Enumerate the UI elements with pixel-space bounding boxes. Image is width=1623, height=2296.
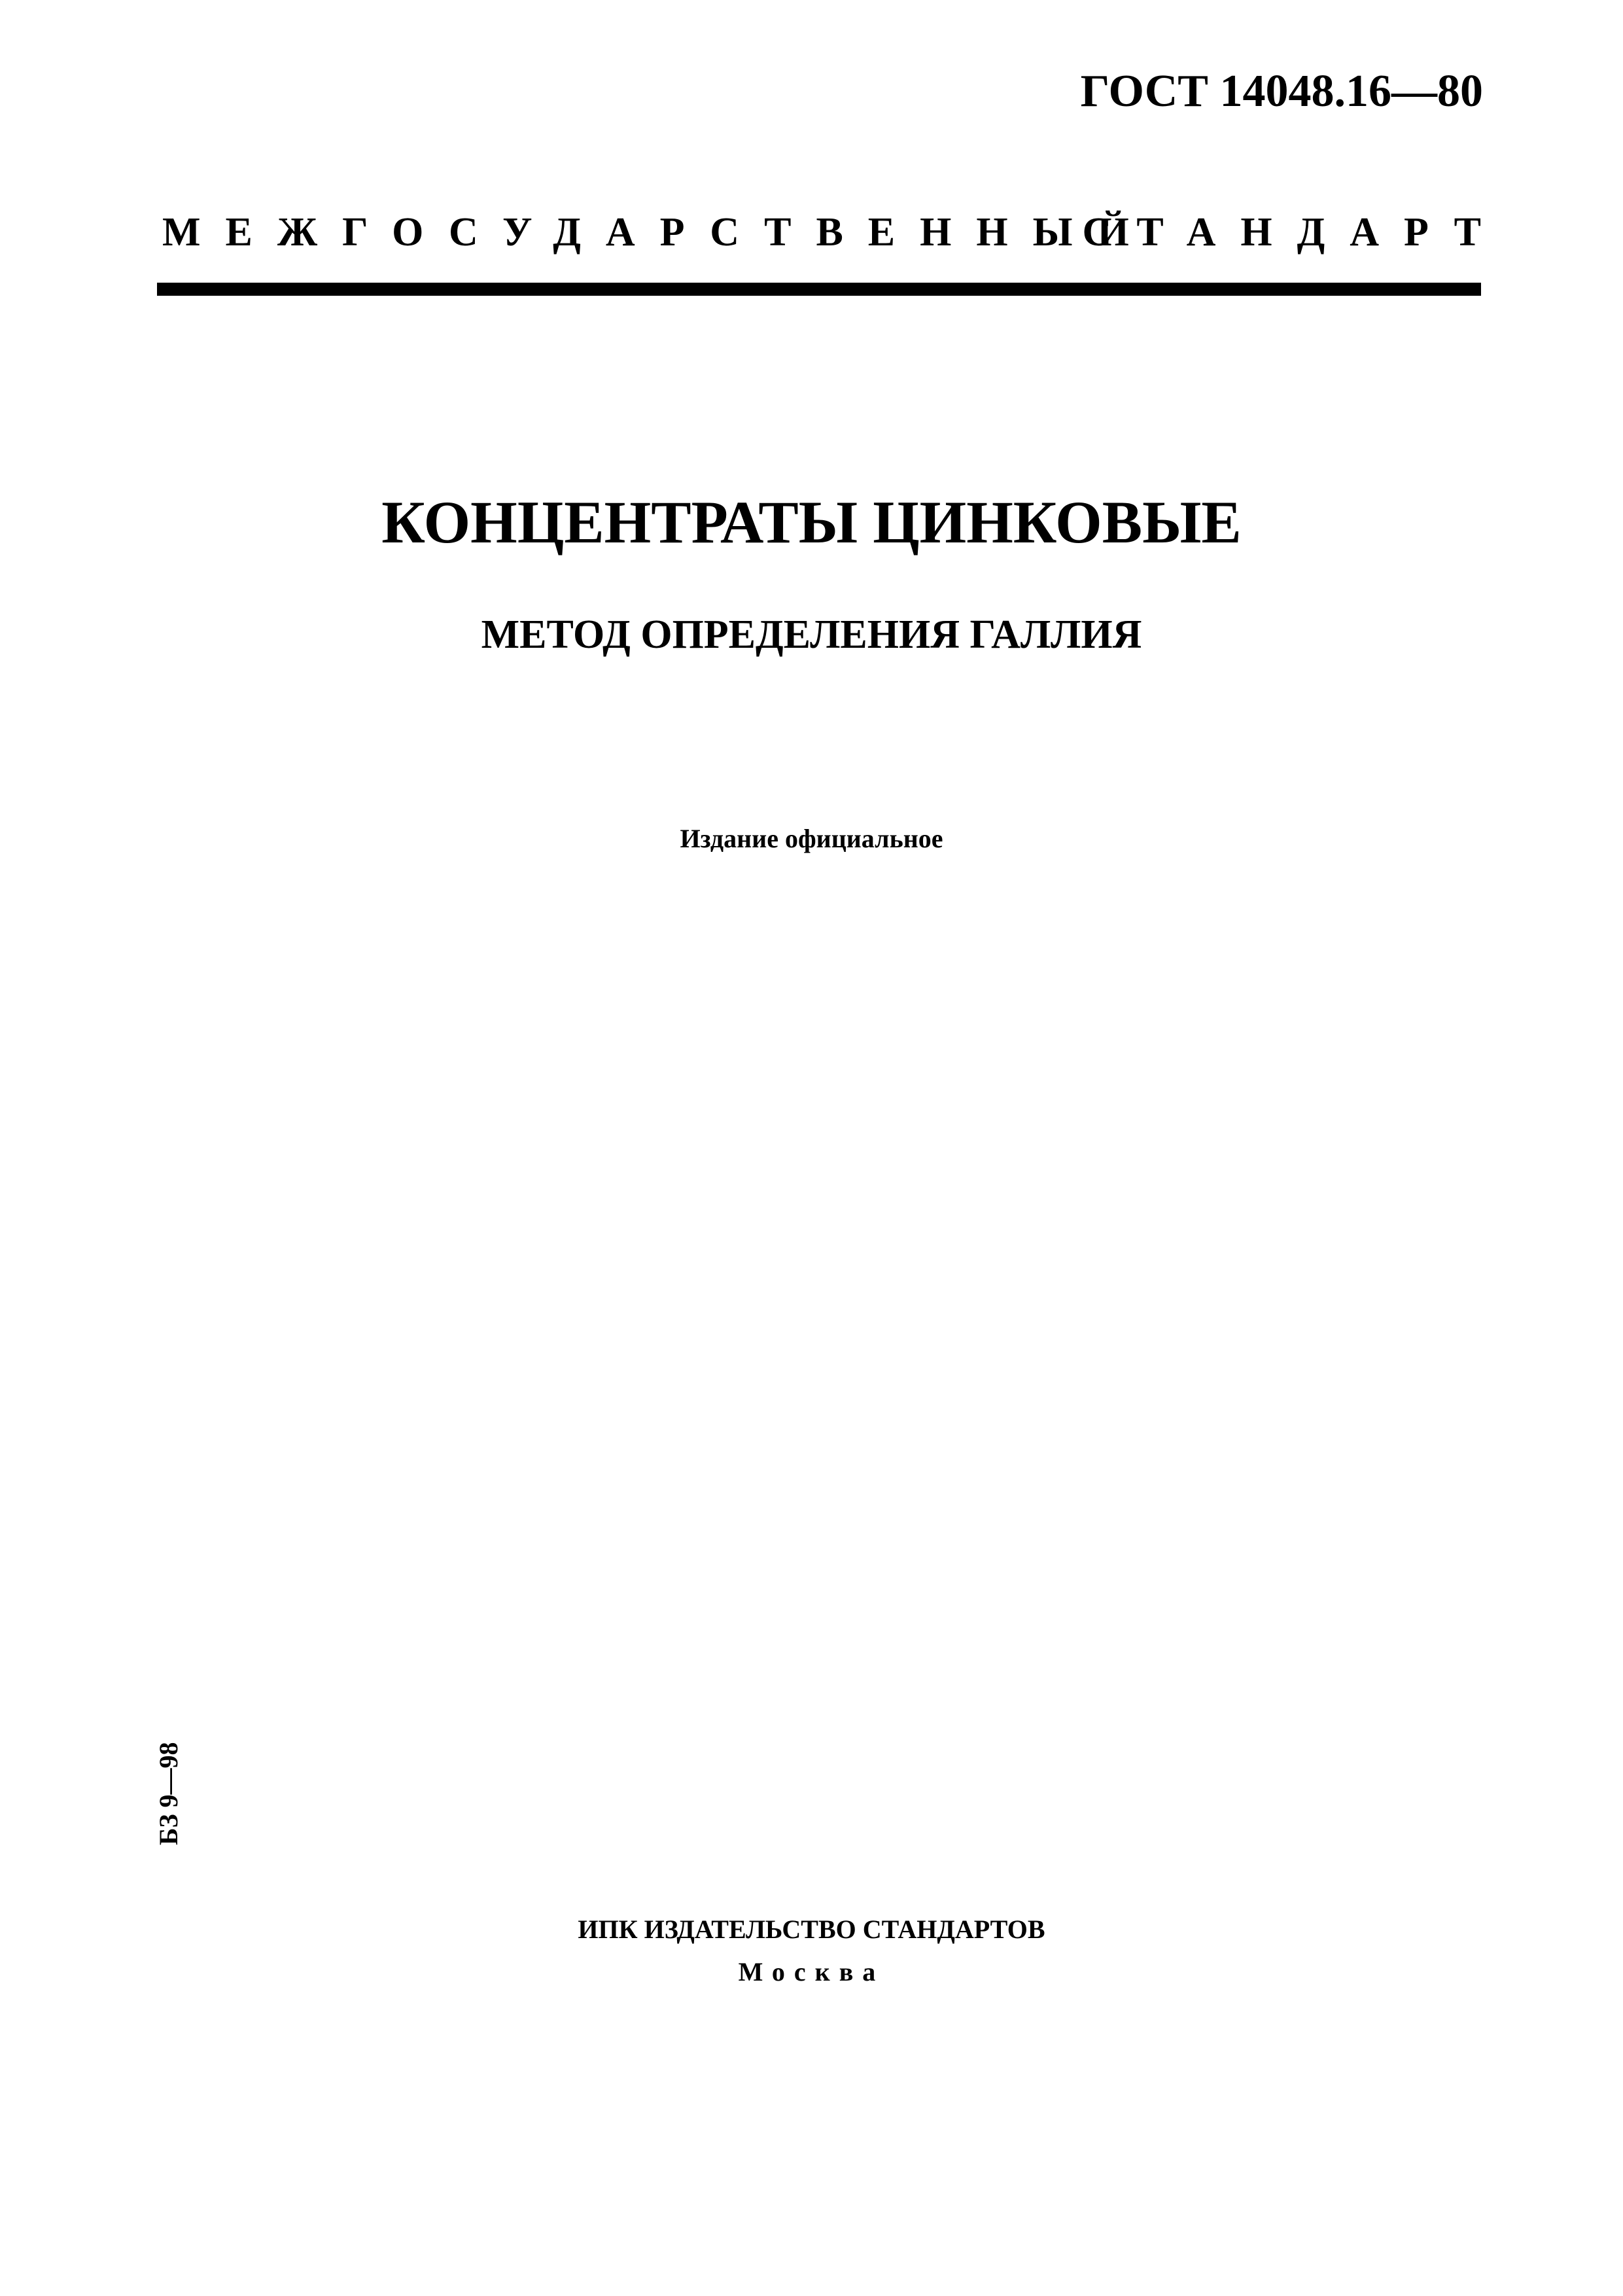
- document-subtitle: МЕТОД ОПРЕДЕЛЕНИЯ ГАЛЛИЯ: [481, 612, 1142, 657]
- document-number: ГОСТ 14048.16—80: [1080, 66, 1483, 116]
- edition-note: Издание официальное: [680, 824, 943, 853]
- publisher-name: ИПК ИЗДАТЕЛЬСТВО СТАНДАРТОВ: [578, 1915, 1045, 1944]
- standard-type-header: [157, 209, 1506, 262]
- document-title: КОНЦЕНТРАТЫ ЦИНКОВЫЕ: [381, 489, 1242, 556]
- header-label-interstate: МЕЖГОСУДАРСТВЕННЫЙ: [162, 210, 1154, 255]
- header-rule: [157, 283, 1481, 296]
- publisher-city: Москва: [738, 1957, 885, 1987]
- side-code: БЗ 9—98: [154, 1742, 183, 1845]
- header-label-standard: СТАНДАРТ: [1082, 210, 1506, 255]
